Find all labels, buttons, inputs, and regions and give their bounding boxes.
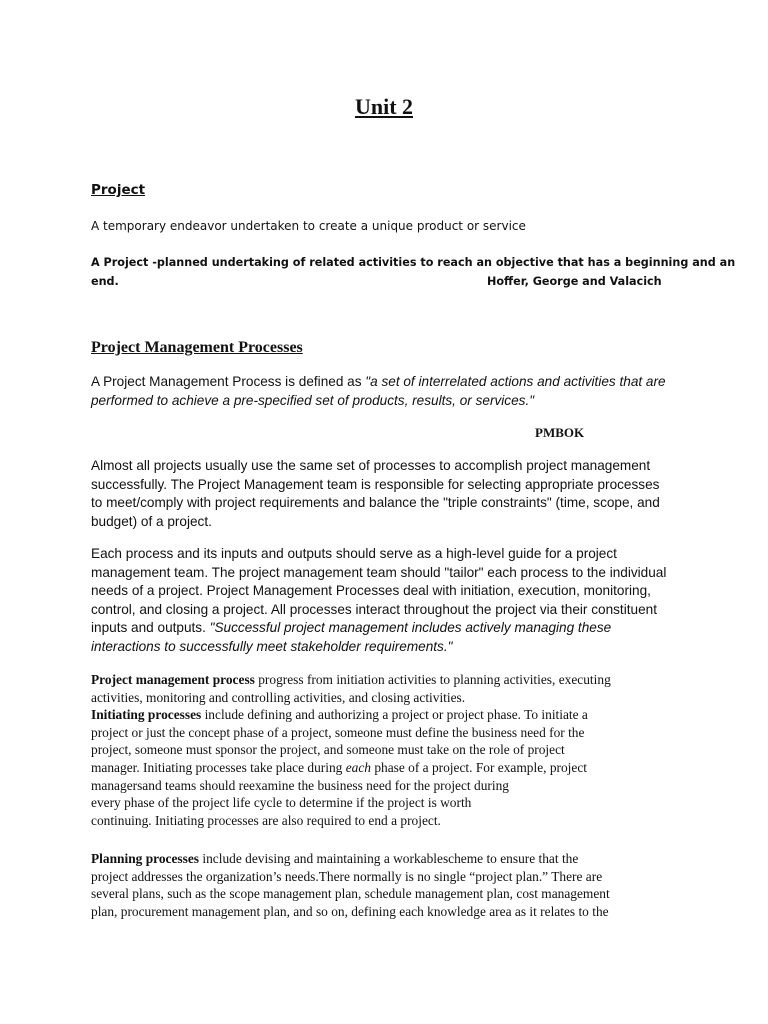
quote-run: "Successful project management includes actively managing these [209, 620, 612, 636]
paragraph-line [91, 850, 691, 868]
page-title: Unit 2 [354, 94, 414, 119]
paragraph-line: project, someone must sponsor the project, and someone must take on the role of project [91, 742, 565, 758]
quote-line: performed to achieve a pre-specified set of products, results, or services." [91, 392, 535, 408]
paragraph-line [91, 619, 691, 638]
text-run: A Project Management Process is defined as [91, 374, 366, 389]
paragraph-line: Each process and its inputs and outputs should serve as a high-level guide for a project [91, 546, 617, 561]
paragraph-line: project addresses the organization’s needs.There normally is no single “project plan.” There are [91, 868, 603, 884]
paragraph-line [91, 706, 691, 724]
paragraph-line: managersand teams should reexamine the business need for the project during [91, 777, 509, 793]
paragraph-planning [91, 850, 691, 920]
paragraph-initiating [91, 671, 691, 829]
paragraph-line: every phase of the project life cycle to determine if the project is worth [91, 795, 472, 811]
paragraph-line: control, and closing a project. All processes interact throughout the project via their constituent [91, 601, 657, 617]
paragraph-line: plan, procurement management plan, and so on, defining each knowledge area as it relates to the [91, 903, 609, 919]
text-run: include defining and authorizing a project or project phase. To initiate a [201, 707, 588, 723]
text-run: include devising and maintaining a workablescheme to ensure that the [199, 851, 579, 866]
text-run: phase of a project. For example, project [370, 759, 588, 775]
pmp-definition-paragraph [91, 373, 691, 410]
text-run: inputs and outputs. [91, 620, 210, 636]
paragraph-line: budget) of a project. [91, 513, 212, 529]
paragraph-line: Almost all projects usually use the same set of processes to accomplish project management [91, 458, 651, 473]
paragraph-line [91, 759, 691, 777]
bold-term: Project management process [91, 672, 255, 687]
paragraph-line: management team. The project management team should "tailor" each process to the individual [91, 564, 667, 580]
paragraph-line: activities, monitoring and controlling activities, and closing activities. [91, 689, 466, 705]
bold-term: Planning processes [91, 851, 200, 866]
text-run: manager. Initiating processes take place during [91, 759, 346, 775]
paragraph-line: continuing. Initiating processes are also required to end a project. [91, 812, 441, 828]
definition-line: A Project -planned undertaking of related activities to reach an objective that has a beginning and an [91, 256, 736, 269]
project-definition-1: A temporary endeavor undertaken to create a unique product or service [91, 219, 526, 233]
source-label: PMBOK [535, 425, 585, 440]
paragraph-inputs-outputs [91, 545, 691, 657]
italic-word: each [345, 759, 371, 775]
paragraph-line [91, 671, 691, 689]
section-heading: Project Management Processes [91, 339, 303, 356]
text-run: progress from initiation activities to planning activities, executing [254, 672, 611, 687]
definition-line: end. [91, 275, 119, 288]
project-heading: Project [91, 182, 146, 198]
paragraph-line: successfully. The Project Management team is responsible for selecting appropriate processes [91, 476, 660, 492]
attribution: Hoffer, George and Valacich [487, 275, 662, 288]
paragraph-line: project or just the concept phase of a project, someone must define the business need for the [91, 724, 585, 740]
bold-term: Initiating processes [91, 707, 202, 723]
paragraph-line: to meet/comply with project requirements and balance the "triple constraints" (time, scope, and [91, 495, 660, 511]
project-definition-2 [91, 253, 736, 291]
paragraph-line: needs of a project. Project Management Processes deal with initiation, execution, monitoring, [91, 583, 651, 599]
quote-line: interactions to successfully meet stakeholder requirements." [91, 638, 453, 654]
paragraph-line: several plans, such as the scope management plan, schedule management plan, cost management [91, 886, 610, 902]
paragraph-line [91, 373, 691, 392]
paragraph-processes [91, 457, 691, 531]
quote-run: "a set of interrelated actions and activities that are [365, 374, 666, 389]
